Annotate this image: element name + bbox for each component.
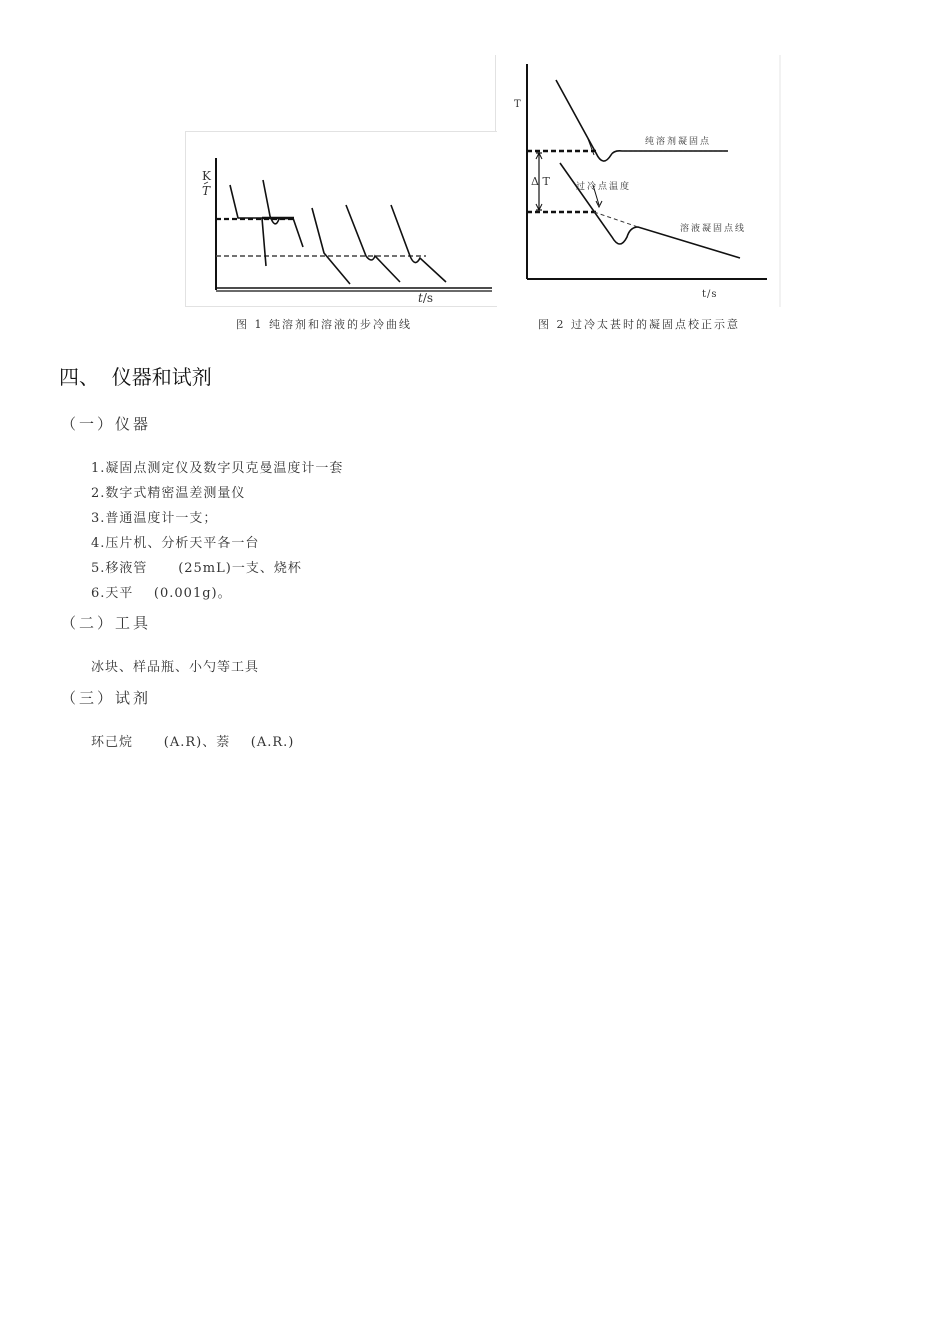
figure-2-ylabel: T [514,99,521,110]
figure-1-xlabel: t/s [418,291,434,305]
list-item: 3.普通温度计一支； [91,511,218,526]
list-item: 环己烷 (A.R)、萘 (A.R.) [91,735,295,750]
figure-1-curve-3 [312,208,350,284]
list-item: 5.移液管 (25mL)一支、烧杯 [91,561,302,576]
figure-2 [496,55,781,307]
list-item: 1.凝固点测定仪及数字贝克曼温度计一套 [91,461,344,476]
figure-2-curve-solvent [556,80,728,161]
list-item: 冰块、样品瓶、小勺等工具 [91,660,260,675]
subheading-tools: （二）工具 [61,614,152,632]
figure-2-label-supercool: 过冷点温度 [576,182,632,192]
figure-1 [185,131,497,307]
figure-1-caption: 图 1 纯溶剂和溶液的步冷曲线 [236,318,412,331]
figure-2-xlabel: t/s [702,289,718,300]
figure-2-caption: 图 2 过冷太甚时的凝固点校正示意 [538,318,740,331]
figure-1-ylabel-t: T [202,184,211,198]
figure-2-plot [496,55,781,307]
figure-1-top-rule [185,131,496,132]
figure-1-ylabel-k: K [202,169,211,183]
figure-2-curve-solution [560,163,740,258]
figure-1-curve-5 [391,205,446,282]
list-item: 2.数字式精密温差测量仪 [91,486,246,501]
list-item: 6.天平 (0.001g)。 [91,586,232,601]
figure-1-curve-4 [346,205,400,282]
figure-1-curve-2 [263,180,303,247]
subheading-instruments: （一）仪器 [61,415,152,433]
subheading-reagents: （三）试剂 [61,689,152,707]
figure-2-delta-label: Δ T [531,175,550,188]
figure-1-plot [186,132,497,306]
figure-2-label-solvent: 纯溶剂凝固点 [645,137,712,147]
figure-1-curve-1 [230,185,266,266]
section-heading: 四、 仪器和试剂 [59,365,212,389]
list-item: 4.压片机、分析天平各一台 [91,536,260,551]
figure-2-label-solution: 溶液凝固点线 [680,224,747,234]
